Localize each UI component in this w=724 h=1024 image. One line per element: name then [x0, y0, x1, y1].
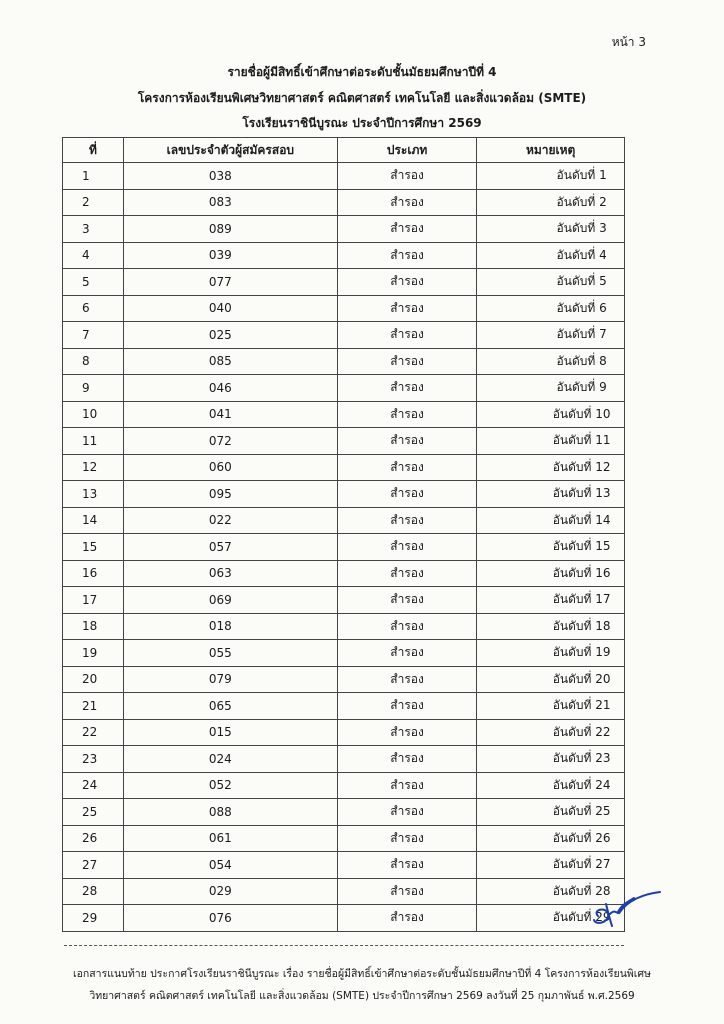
remark: อันดับที่ 8 [477, 348, 625, 375]
table-row [63, 348, 625, 375]
applicant-type: สำรอง [337, 348, 476, 375]
document-title: รายชื่อผู้มีสิทธิ์เข้าศึกษาต่อระดับชั้นมัธยมศึกษาปีที่ 4 [227, 65, 497, 79]
header-number: ที่ [63, 138, 124, 163]
row-number: 13 [63, 481, 124, 508]
row-number: 10 [63, 401, 124, 428]
table-row [63, 613, 625, 640]
applicant-id: 063 [123, 560, 337, 587]
table-header-row [63, 138, 625, 163]
applicant-id: 029 [123, 878, 337, 905]
row-number: 7 [63, 322, 124, 349]
applicant-id: 024 [123, 746, 337, 773]
row-number: 29 [63, 905, 124, 932]
row-number: 23 [63, 746, 124, 773]
row-number: 12 [63, 454, 124, 481]
applicant-id: 069 [123, 587, 337, 614]
program-title: โครงการห้องเรียนพิเศษวิทยาศาสตร์ คณิตศาสตร์ เทคโนโลยี และสิ่งแวดล้อม (SMTE) [137, 91, 587, 105]
applicant-id: 054 [123, 852, 337, 879]
footer-divider [64, 945, 624, 946]
header-type: ประเภท [337, 138, 476, 163]
remark: อันดับที่ 26 [477, 825, 625, 852]
applicant-type: สำรอง [337, 428, 476, 455]
applicant-id: 039 [123, 242, 337, 269]
remark: อันดับที่ 12 [477, 454, 625, 481]
row-number: 19 [63, 640, 124, 667]
table-row [63, 375, 625, 402]
remark: อันดับที่ 3 [477, 216, 625, 243]
applicant-type: สำรอง [337, 322, 476, 349]
table-row [63, 269, 625, 296]
applicant-id: 018 [123, 613, 337, 640]
header-applicant-id: เลขประจำตัวผู้สมัครสอบ [123, 138, 337, 163]
applicant-id: 095 [123, 481, 337, 508]
applicant-id: 022 [123, 507, 337, 534]
row-number: 21 [63, 693, 124, 720]
applicant-id: 065 [123, 693, 337, 720]
remark: อันดับที่ 1 [477, 163, 625, 190]
remark: อันดับที่ 17 [477, 587, 625, 614]
remark: อันดับที่ 18 [477, 613, 625, 640]
applicant-type: สำรอง [337, 825, 476, 852]
remark: อันดับที่ 25 [477, 799, 625, 826]
applicant-id: 052 [123, 772, 337, 799]
applicant-id: 079 [123, 666, 337, 693]
table-row [63, 189, 625, 216]
table-row [63, 242, 625, 269]
applicant-type: สำรอง [337, 216, 476, 243]
row-number: 17 [63, 587, 124, 614]
remark: อันดับที่ 22 [477, 719, 625, 746]
table-row [63, 878, 625, 905]
row-number: 8 [63, 348, 124, 375]
table-row [63, 428, 625, 455]
row-number: 6 [63, 295, 124, 322]
table-row [63, 852, 625, 879]
applicant-id: 046 [123, 375, 337, 402]
table-row [63, 825, 625, 852]
applicant-id: 041 [123, 401, 337, 428]
applicant-id: 088 [123, 799, 337, 826]
applicant-type: สำรอง [337, 269, 476, 296]
row-number: 18 [63, 613, 124, 640]
applicant-id: 057 [123, 534, 337, 561]
table-row [63, 799, 625, 826]
applicant-type: สำรอง [337, 242, 476, 269]
remark: อันดับที่ 29 [477, 905, 625, 932]
remark: อันดับที่ 21 [477, 693, 625, 720]
table-row [63, 587, 625, 614]
row-number: 26 [63, 825, 124, 852]
applicant-id: 083 [123, 189, 337, 216]
footer-line-2: วิทยาศาสตร์ คณิตศาสตร์ เทคโนโลยี และสิ่งแวดล้อม (SMTE) ประจำปีการศึกษา 2569 ลงวันที่ 25 กุมภาพันธ์ พ.ศ.2569 [89, 990, 635, 1002]
row-number: 14 [63, 507, 124, 534]
applicant-id: 085 [123, 348, 337, 375]
remark: อันดับที่ 20 [477, 666, 625, 693]
applicant-type: สำรอง [337, 772, 476, 799]
candidate-table [62, 137, 625, 932]
footer-line-1: เอกสารแนบท้าย ประกาศโรงเรียนราชินีบูรณะ เรื่อง รายชื่อผู้มีสิทธิ์เข้าศึกษาต่อระดับชั้นมัธยมศึกษาปีที่ 4 โครงการห้องเรียนพิเศษ [73, 968, 651, 980]
remark: อันดับที่ 15 [477, 534, 625, 561]
applicant-type: สำรอง [337, 534, 476, 561]
applicant-id: 055 [123, 640, 337, 667]
remark: อันดับที่ 16 [477, 560, 625, 587]
school-year-title: โรงเรียนราชินีบูรณะ ประจำปีการศึกษา 2569 [242, 116, 482, 130]
applicant-type: สำรอง [337, 401, 476, 428]
applicant-id: 077 [123, 269, 337, 296]
table-row [63, 534, 625, 561]
page-number: หน้า 3 [611, 35, 646, 49]
table-row [63, 905, 625, 932]
applicant-type: สำรอง [337, 905, 476, 932]
applicant-type: สำรอง [337, 746, 476, 773]
table-row [63, 560, 625, 587]
applicant-id: 060 [123, 454, 337, 481]
row-number: 15 [63, 534, 124, 561]
table-row [63, 507, 625, 534]
remark: อันดับที่ 19 [477, 640, 625, 667]
row-number: 11 [63, 428, 124, 455]
table-row [63, 322, 625, 349]
remark: อันดับที่ 24 [477, 772, 625, 799]
applicant-type: สำรอง [337, 719, 476, 746]
remark: อันดับที่ 10 [477, 401, 625, 428]
applicant-type: สำรอง [337, 799, 476, 826]
row-number: 22 [63, 719, 124, 746]
row-number: 27 [63, 852, 124, 879]
table-row [63, 719, 625, 746]
row-number: 4 [63, 242, 124, 269]
table-row [63, 454, 625, 481]
table-row [63, 640, 625, 667]
table-row [63, 666, 625, 693]
remark: อันดับที่ 13 [477, 481, 625, 508]
remark: อันดับที่ 14 [477, 507, 625, 534]
applicant-type: สำรอง [337, 163, 476, 190]
applicant-type: สำรอง [337, 666, 476, 693]
row-number: 28 [63, 878, 124, 905]
applicant-type: สำรอง [337, 852, 476, 879]
applicant-id: 072 [123, 428, 337, 455]
row-number: 3 [63, 216, 124, 243]
applicant-id: 040 [123, 295, 337, 322]
row-number: 25 [63, 799, 124, 826]
applicant-type: สำรอง [337, 375, 476, 402]
applicant-id: 038 [123, 163, 337, 190]
row-number: 1 [63, 163, 124, 190]
applicant-type: สำรอง [337, 481, 476, 508]
row-number: 5 [63, 269, 124, 296]
applicant-type: สำรอง [337, 454, 476, 481]
remark: อันดับที่ 9 [477, 375, 625, 402]
applicant-id: 076 [123, 905, 337, 932]
table-row [63, 295, 625, 322]
row-number: 24 [63, 772, 124, 799]
row-number: 9 [63, 375, 124, 402]
applicant-type: สำรอง [337, 640, 476, 667]
applicant-type: สำรอง [337, 295, 476, 322]
table-row [63, 746, 625, 773]
table-row [63, 216, 625, 243]
applicant-id: 025 [123, 322, 337, 349]
remark: อันดับที่ 4 [477, 242, 625, 269]
applicant-type: สำรอง [337, 560, 476, 587]
table-row [63, 481, 625, 508]
applicant-type: สำรอง [337, 613, 476, 640]
remark: อันดับที่ 2 [477, 189, 625, 216]
remark: อันดับที่ 27 [477, 852, 625, 879]
row-number: 2 [63, 189, 124, 216]
signature [588, 886, 668, 940]
table-row [63, 693, 625, 720]
remark: อันดับที่ 6 [477, 295, 625, 322]
applicant-type: สำรอง [337, 587, 476, 614]
applicant-type: สำรอง [337, 693, 476, 720]
table-row [63, 772, 625, 799]
remark: อันดับที่ 7 [477, 322, 625, 349]
applicant-type: สำรอง [337, 507, 476, 534]
remark: อันดับที่ 28 [477, 878, 625, 905]
applicant-type: สำรอง [337, 189, 476, 216]
remark: อันดับที่ 11 [477, 428, 625, 455]
applicant-id: 089 [123, 216, 337, 243]
applicant-type: สำรอง [337, 878, 476, 905]
applicant-id: 015 [123, 719, 337, 746]
row-number: 20 [63, 666, 124, 693]
header-remark: หมายเหตุ [477, 138, 625, 163]
remark: อันดับที่ 5 [477, 269, 625, 296]
applicant-id: 061 [123, 825, 337, 852]
table-row [63, 163, 625, 190]
row-number: 16 [63, 560, 124, 587]
remark: อันดับที่ 23 [477, 746, 625, 773]
table-row [63, 401, 625, 428]
